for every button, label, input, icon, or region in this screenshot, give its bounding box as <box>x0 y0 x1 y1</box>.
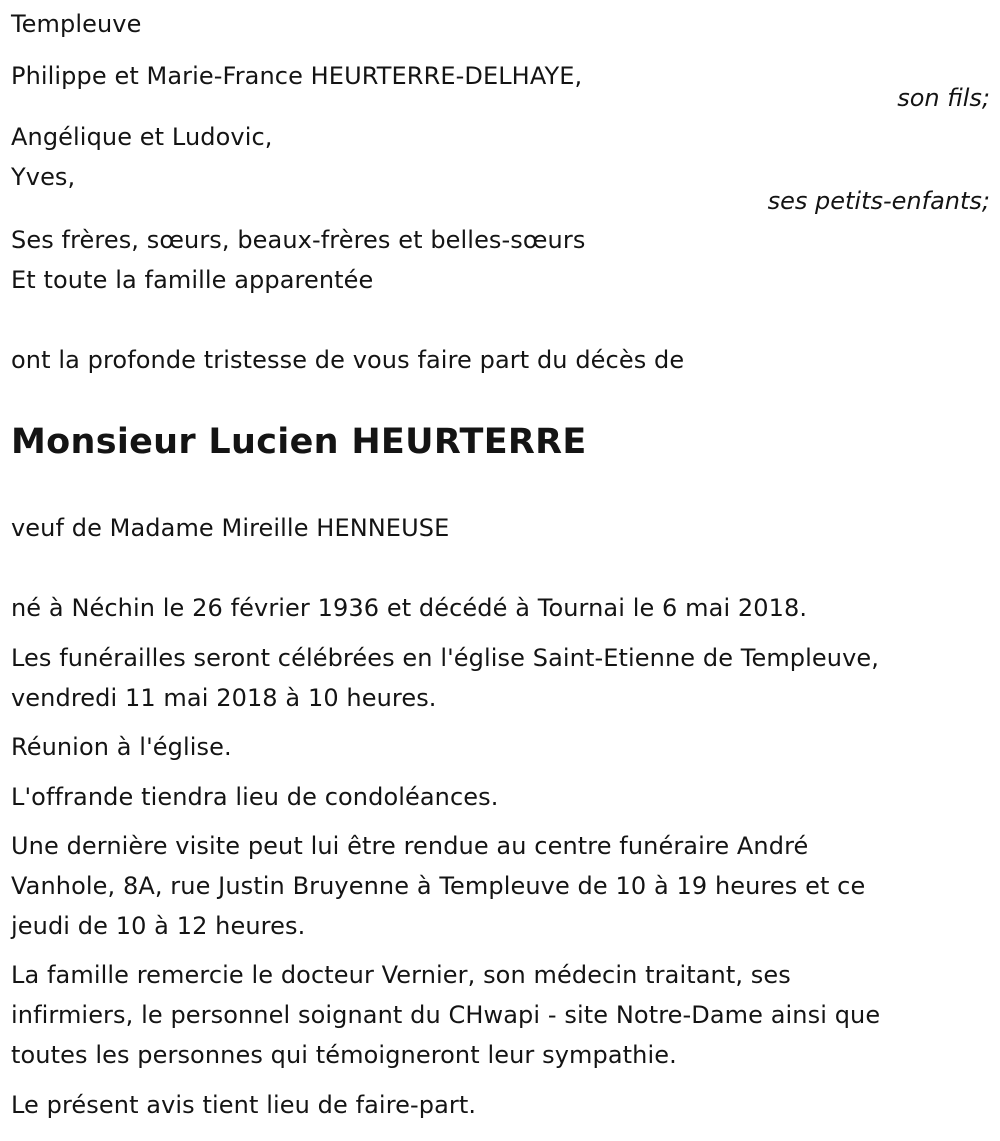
grandchildren-role-text: ses petits-enfants; <box>767 187 990 215</box>
thanks-line-3: toutes les personnes qui témoigneront leur sympathie. <box>11 1041 677 1069</box>
thanks-line-1: La famille remercie le docteur Vernier, son médecin traitant, ses <box>11 961 791 989</box>
visit-line-2: Vanhole, 8A, rue Justin Bruyenne à Templeuve de 10 à 19 heures et ce <box>11 872 866 900</box>
closing-text: Le présent avis tient lieu de faire-part. <box>11 1091 477 1119</box>
meeting-text: Réunion à l'église. <box>11 733 232 761</box>
widower-text: veuf de Madame Mireille HENNEUSE <box>11 514 450 542</box>
visit-line-3: jeudi de 10 à 12 heures. <box>11 912 306 940</box>
son-role-text: son fils; <box>897 84 990 112</box>
offering-text: L'offrande tiendra lieu de condoléances. <box>11 783 499 811</box>
relatives-text: Et toute la famille apparentée <box>11 266 374 294</box>
son-names-text: Philippe et Marie-France HEURTERRE-DELHAYE, <box>11 62 583 90</box>
grandchild-1-text: Angélique et Ludovic, <box>11 123 273 151</box>
grandchild-2-text: Yves, <box>11 163 76 191</box>
siblings-text: Ses frères, sœurs, beaux-frères et belles-sœurs <box>11 226 586 254</box>
deceased-name-heading: Monsieur Lucien HEURTERRE <box>11 422 587 462</box>
thanks-line-2: infirmiers, le personnel soignant du CHwapi - site Notre-Dame ainsi que <box>11 1001 881 1029</box>
place-text: Templeuve <box>11 10 142 38</box>
birth-death-text: né à Néchin le 26 février 1936 et décédé à Tournai le 6 mai 2018. <box>11 594 808 622</box>
funeral-line-1: Les funérailles seront célébrées en l'église Saint-Etienne de Templeuve, <box>11 644 879 672</box>
funeral-line-2: vendredi 11 mai 2018 à 10 heures. <box>11 684 437 712</box>
announcement-text: ont la profonde tristesse de vous faire part du décès de <box>11 346 685 374</box>
visit-line-1: Une dernière visite peut lui être rendue au centre funéraire André <box>11 832 809 860</box>
